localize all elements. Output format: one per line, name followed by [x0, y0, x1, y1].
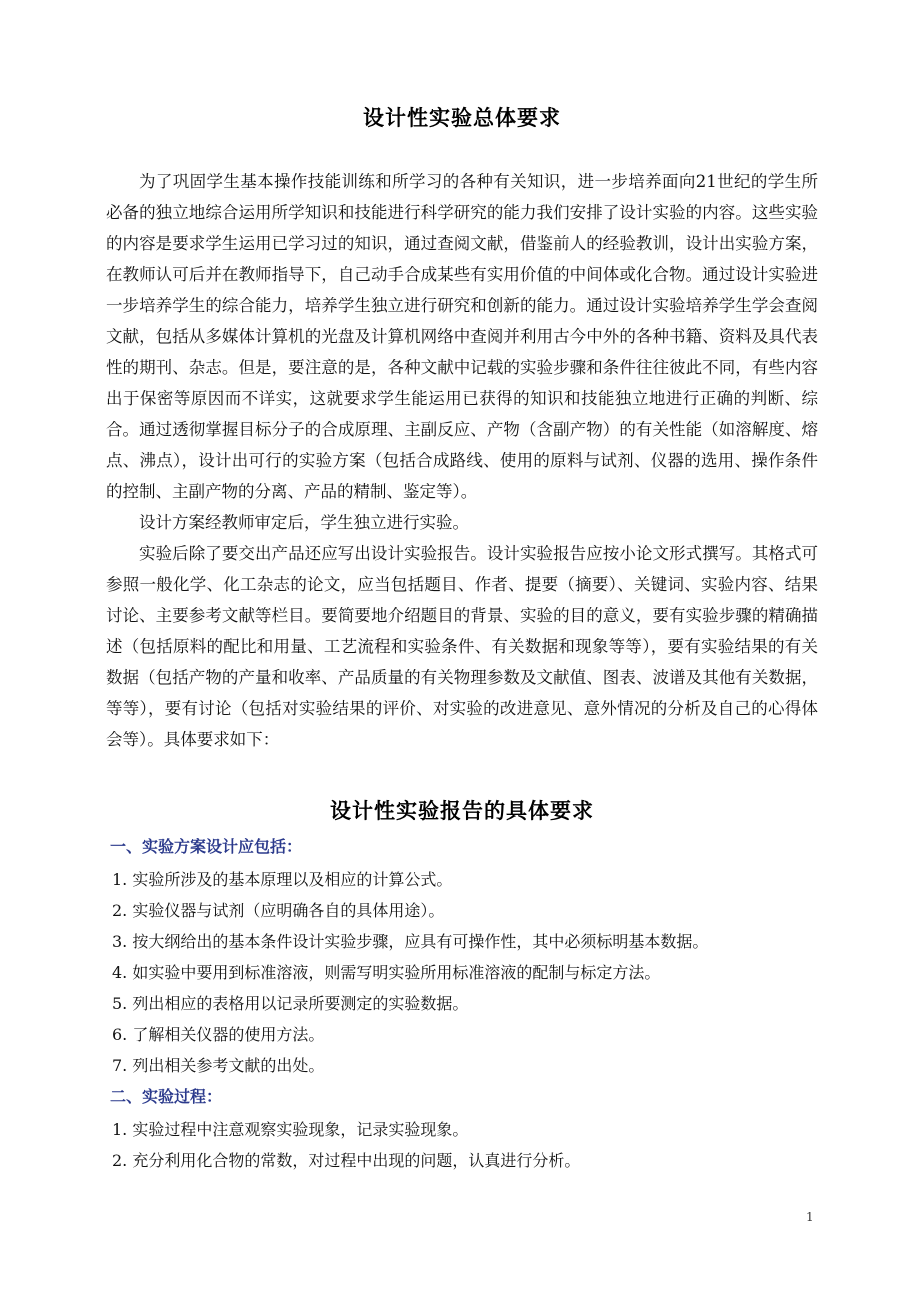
paragraph-intro: 为了巩固学生基本操作技能训练和所学习的各种有关知识，进一步培养面向21世纪的学生所必备的独立地综合运用所学知识和技能进行科学研究的能力我们安排了设计实验的内容。这些实验的内容是要求学生运用已学习过的知识，通过查阅文献，借鉴前人的经验教训，设计出实验方案，在教师认可后并在教师指导下，自己动手合成某些有实用价值的中间体或化合物。通过设计实验进一步培养学生的综合能力，培养学生独立进行研究和创新的能力。通过设计实验培养学生学会查阅文献，包括从多媒体计算机的光盘及计算机网络中查阅并利用古今中外的各种书籍、资料及具代表性的期刊、杂志。但是，要注意的是，各种文献中记载的实验步骤和条件往往彼此不同，有些内容出于保密等原因而不详实，这就要求学生能运用已获得的知识和技能独立地进行正确的判断、综合。通过透彻掌握目标分子的合成原理、主副反应、产物（含副产物）的有关性能（如溶解度、熔点、沸点），设计出可行的实验方案（包括合成路线、使用的原料与试剂、仪器的选用、操作条件的控制、主副产物的分离、产品的精制、鉴定等）。 — [106, 172, 818, 501]
list-item: 3. 按大纲给出的基本条件设计实验步骤，应具有可操作性，其中必须标明基本数据。 — [112, 932, 709, 951]
list-item: 7. 列出相关参考文献的出处。 — [112, 1056, 325, 1075]
process-requirements-list — [112, 1114, 818, 1176]
list-item: 6. 了解相关仪器的使用方法。 — [112, 1025, 325, 1044]
list-item: 4. 如实验中要用到标准溶液，则需写明实验所用标准溶液的配制与标定方法。 — [112, 963, 661, 982]
body-text — [106, 166, 818, 755]
paragraph-report: 实验后除了要交出产品还应写出设计实验报告。设计实验报告应按小论文形式撰写。其格式可参照一般化学、化工杂志的论文，应当包括题目、作者、提要（摘要）、关键词、实验内容、结果讨论、主要参考文献等栏目。要简要地介绍题目的背景、实验的目的意义，要有实验步骤的精确描述（包括原料的配比和用量、工艺流程和实验条件、有关数据和现象等等），要有实验结果的有关数据（包括产物的产量和收率、产品质量的有关物理参数及文献值、图表、波谱及其他有关数据，等等），要有讨论（包括对实验结果的评价、对实验的改进意见、意外情况的分析及自己的心得体会等）。具体要求如下： — [106, 544, 818, 749]
page-number: 1 — [806, 1210, 814, 1224]
paragraph-approval: 设计方案经教师审定后，学生独立进行实验。 — [139, 513, 469, 532]
section-heading-design: 一、实验方案设计应包括： — [110, 837, 303, 856]
section-heading-process: 二、实验过程： — [110, 1087, 223, 1106]
design-requirements-list — [112, 864, 818, 1081]
list-item: 2. 充分利用化合物的常数，对过程中出现的问题，认真进行分析。 — [112, 1151, 581, 1170]
list-item: 2. 实验仪器与试剂（应明确各自的具体用途）。 — [112, 901, 445, 920]
list-item: 1. 实验过程中注意观察实验现象，记录实验现象。 — [112, 1120, 469, 1139]
list-item: 1. 实验所涉及的基本原理以及相应的计算公式。 — [112, 870, 453, 889]
document-page — [106, 0, 818, 1302]
list-item: 5. 列出相应的表格用以记录所要测定的实验数据。 — [112, 994, 469, 1013]
document-title: 设计性实验总体要求 — [363, 106, 561, 130]
section-title: 设计性实验报告的具体要求 — [330, 799, 594, 823]
